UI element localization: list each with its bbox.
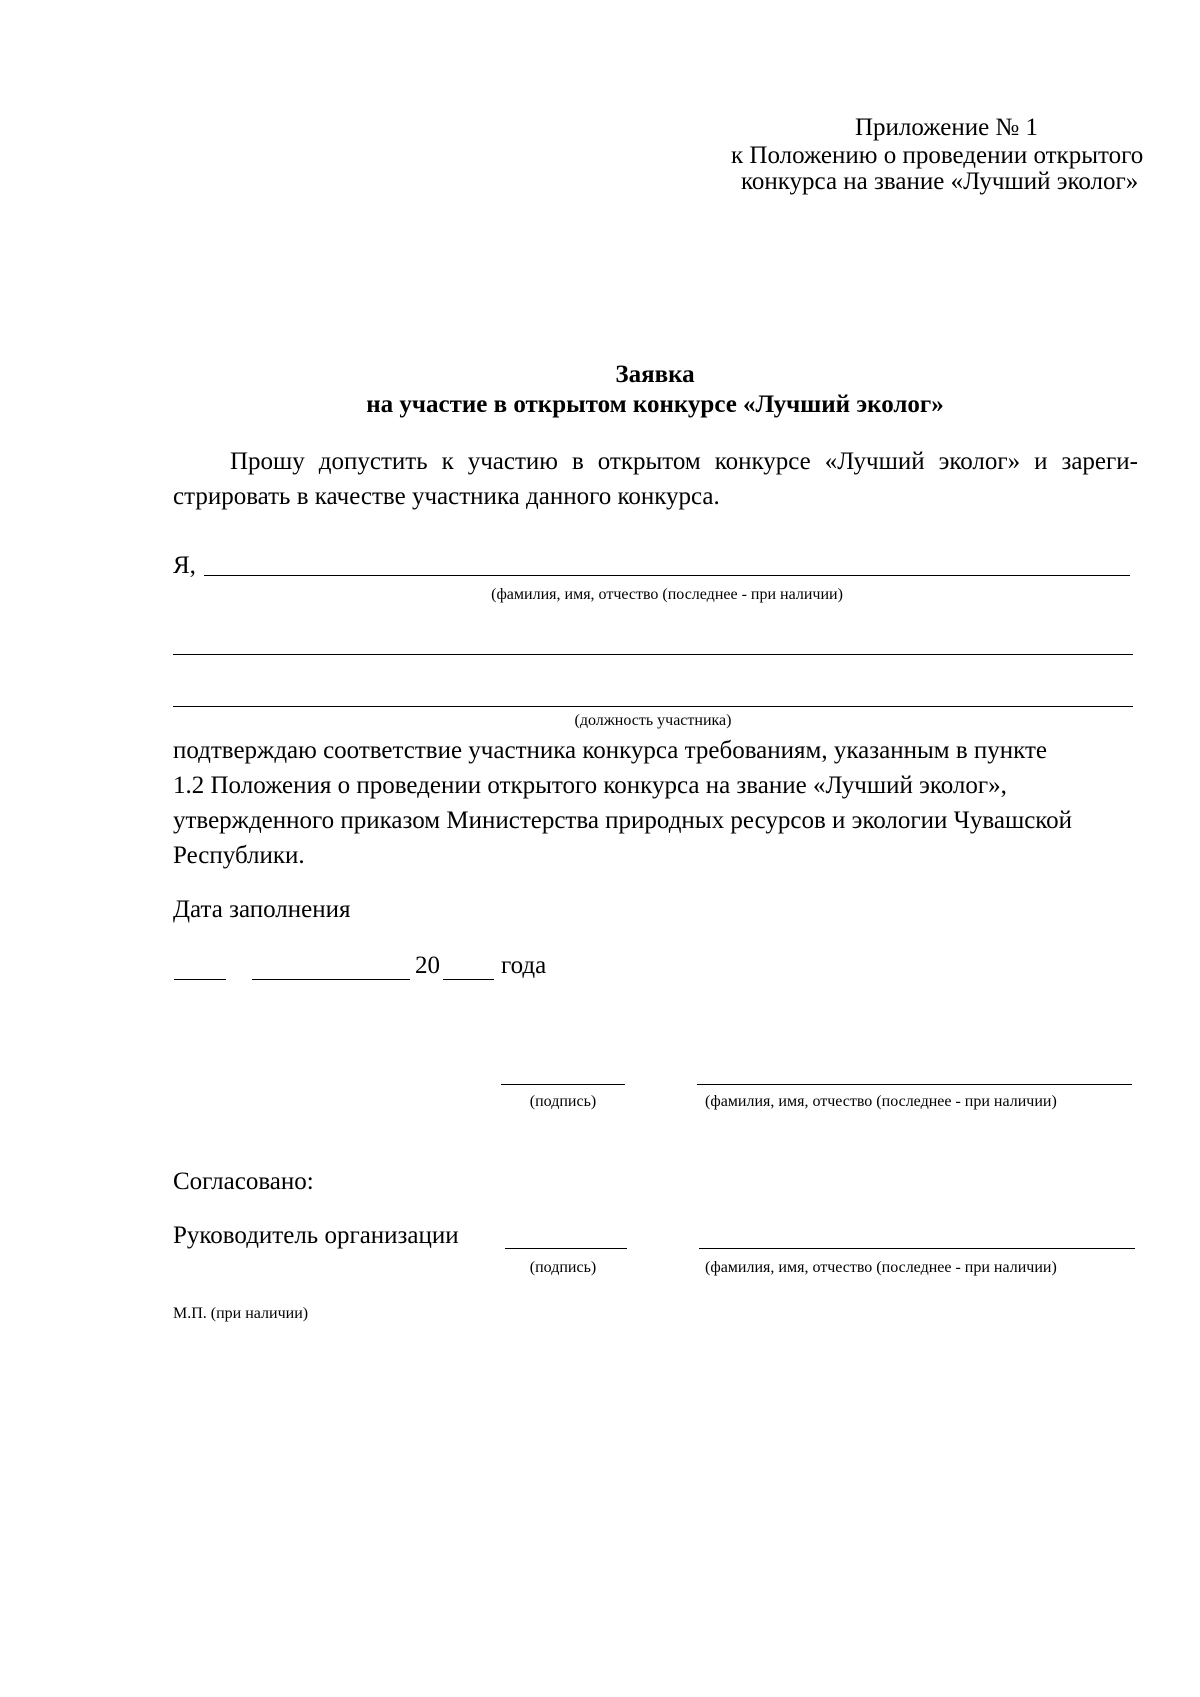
confirmation-line-4: Республики. — [173, 842, 305, 869]
head-of-organization-label: Руководитель организации — [173, 1222, 459, 1249]
head-signature-field[interactable] — [505, 1248, 627, 1249]
stamp-note: М.П. (при наличии) — [173, 1305, 309, 1322]
confirmation-line-3: утвержденного приказом Министерства природных ресурсов и экологии Чувашской — [173, 807, 1073, 834]
document-title: Заявка — [615, 361, 695, 388]
date-day-field[interactable] — [174, 979, 226, 980]
applicant-name-caption: (фамилия, имя, отчество (последнее - при наличии) — [491, 586, 843, 603]
participant-name-caption: (фамилия, имя, отчество (последнее - при наличии) — [705, 1093, 1057, 1110]
confirmation-line-2: 1.2 Положения о проведении открытого конкурса на звание «Лучший эколог», — [173, 772, 1007, 799]
date-year-field[interactable] — [443, 979, 494, 980]
intro-line-2: стрировать в качестве участника данного конкурса. — [173, 483, 720, 510]
appendix-line-1: Приложение № 1 — [855, 114, 1039, 141]
approval-label: Согласовано: — [173, 1168, 314, 1195]
head-name-field[interactable] — [699, 1248, 1135, 1249]
confirmation-line-1: подтверждаю соответствие участника конкурса требованиям, указанным в пункте — [173, 737, 1047, 764]
applicant-name-field[interactable] — [204, 575, 1130, 576]
head-signature-caption: (подпись) — [529, 1259, 597, 1276]
date-year-prefix: 20 — [415, 952, 440, 979]
participant-signature-caption: (подпись) — [529, 1093, 597, 1110]
participant-name-field[interactable] — [697, 1084, 1132, 1085]
date-year-suffix: года — [501, 952, 547, 979]
position-field-1[interactable] — [173, 654, 1133, 655]
date-month-field[interactable] — [252, 979, 410, 980]
head-name-caption: (фамилия, имя, отчество (последнее - при наличии) — [705, 1259, 1057, 1276]
participant-signature-field[interactable] — [501, 1084, 625, 1085]
appendix-line-2: к Положению о проведении открытого — [731, 142, 1144, 169]
appendix-line-3: конкурса на звание «Лучший эколог» — [741, 168, 1139, 195]
date-label: Дата заполнения — [173, 896, 351, 923]
document-subtitle: на участие в открытом конкурсе «Лучший эколог» — [366, 391, 944, 418]
position-field-2[interactable] — [173, 706, 1133, 707]
intro-line-1: Прошу допустить к участию в открытом конкурсе «Лучший эколог» и зареги- — [230, 448, 1138, 475]
applicant-prefix: Я, — [173, 552, 196, 579]
position-caption: (должность участника) — [574, 712, 732, 729]
